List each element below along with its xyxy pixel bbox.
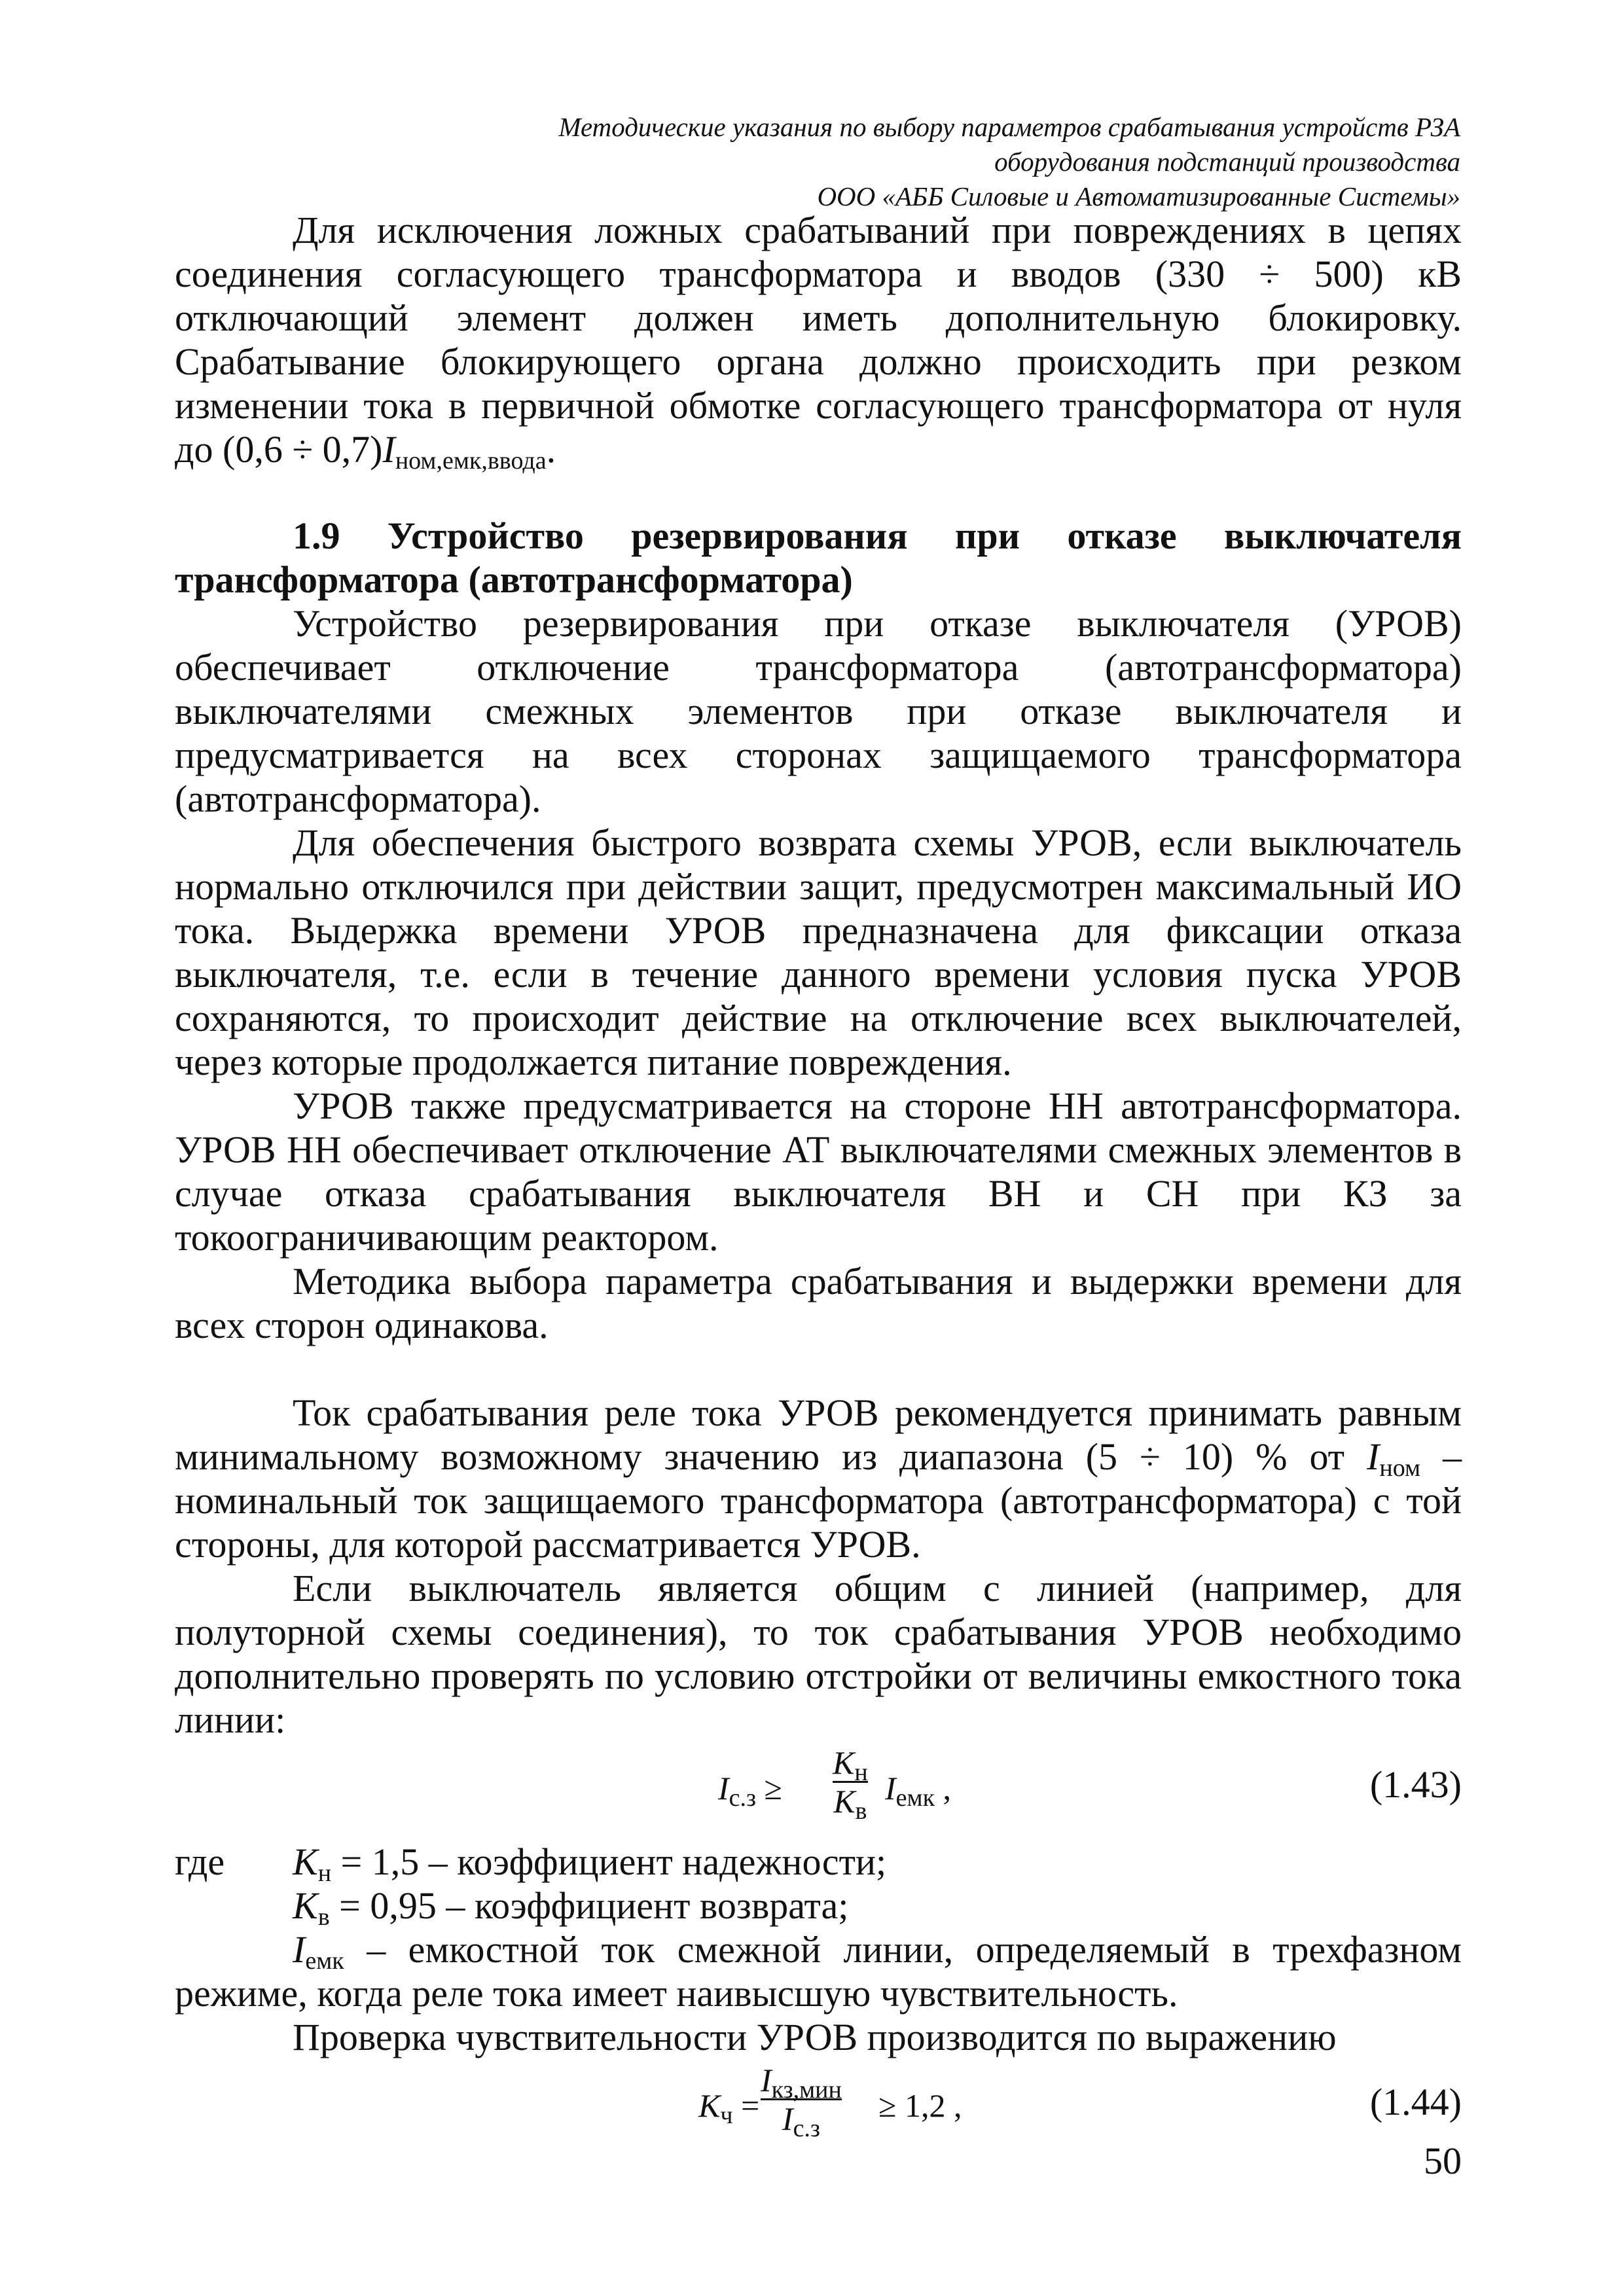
header-line: ООО «АББ Силовые и Автоматизированные Системы» bbox=[817, 181, 1460, 211]
page-number: 50 bbox=[1424, 2140, 1462, 2182]
paragraph: Для обеспечения быстрого возврата схемы УРОВ, если выключатель нормально отключился при действии защит, предусмотрен максимальный ИО тока. Выдержка времени УРОВ предназначена для фиксации отказа выключателя, т.е. если в течение данного времени условия пуска УРОВ сохраняются, то происходит действие на отключение всех выключателей, через которые продолжается питание повреждения. bbox=[175, 821, 1462, 1083]
definition-kn: $K_н = 1,5$ – коэффициент надежности; bbox=[293, 1840, 887, 1887]
formula-1-44: $K_ч$ = $I_{кз,мин}$ $I_{с.з}$ ≥ 1,2 , (1.44) bbox=[698, 2062, 1462, 2142]
fraction: $I_{кз,мин}$ $I_{с.з}$ bbox=[761, 2062, 842, 2142]
page-body bbox=[175, 208, 1462, 2151]
paragraph: Для исключения ложных срабатываний при повреждениях в цепях соединения согласующего трансформатора и вводов (330 ÷ 500) кВ отключающий элемент должен иметь дополнительную блокировку. Срабатывание блокирующего органа должно происходить при резком изменении тока в первичной обмотке согласующего трансформатора от нуля до $(0,6 \div 0,7)I_{ном,емк,ввода}$. bbox=[175, 209, 1462, 475]
where-label: где bbox=[175, 1840, 225, 1883]
header-line: Методические указания по выбору параметров срабатывания устройств РЗА bbox=[558, 112, 1460, 142]
formula-1-43: $I_{с.з}$ ≥ $K_н$ $K_в$ $I_{емк}$ , (1.43) bbox=[718, 1744, 1462, 1825]
definition-iemk: $I_{емк}$ – емкостной ток смежной линии, определяемый в трехфазном режиме, когда реле тока имеет наивысшую чувствительность. bbox=[175, 1928, 1462, 2015]
running-header bbox=[478, 110, 1460, 214]
paragraph: Если выключатель является общим с линией (например, для полуторной схемы соединения), то ток срабатывания УРОВ необходимо дополнительно проверять по условию отстройки от величины емкостного тока линии: bbox=[175, 1567, 1462, 1741]
paragraph: УРОВ также предусматривается на стороне НН автотрансформатора. УРОВ НН обеспечивает отключение АТ выключателями смежных элементов в случае отказа срабатывания выключателя ВН и СН при КЗ за токоограничивающим реактором. bbox=[175, 1085, 1462, 1259]
paragraph: Ток срабатывания реле тока УРОВ рекомендуется принимать равным минимальному возможному значению из диапазона (5 ÷ 10) % от $I_{ном}$ – номинальный ток защищаемого трансформатора (автотрансформатора) с той стороны, для которой рассматривается УРОВ. bbox=[175, 1391, 1462, 1566]
section-heading: 1.9 Устройство резервирования при отказе выключателя трансформатора (автотрансформатора) bbox=[175, 514, 1462, 601]
equation-number: (1.43) bbox=[1369, 1763, 1462, 1806]
definition-kv: $K_в = 0,95$ – коэффициент возврата; bbox=[293, 1884, 849, 1931]
fraction: $K_н$ $K_в$ bbox=[833, 1744, 868, 1825]
paragraph: Методика выбора параметра срабатывания и выдержки времени для всех сторон одинакова. bbox=[175, 1260, 1462, 1346]
paragraph: Устройство резервирования при отказе выключателя (УРОВ) обеспечивает отключение трансформатора (автотрансформатора) выключателями смежных элементов при отказе выключателя и предусматривается на всех сторонах защищаемого трансформатора (автотрансформатора). bbox=[175, 602, 1462, 820]
paragraph: Проверка чувствительности УРОВ производится по выражению bbox=[293, 2016, 1337, 2058]
where-list bbox=[175, 1840, 1462, 2015]
header-line: оборудования подстанций производства bbox=[994, 147, 1460, 177]
equation-number: (1.44) bbox=[1369, 2081, 1462, 2123]
